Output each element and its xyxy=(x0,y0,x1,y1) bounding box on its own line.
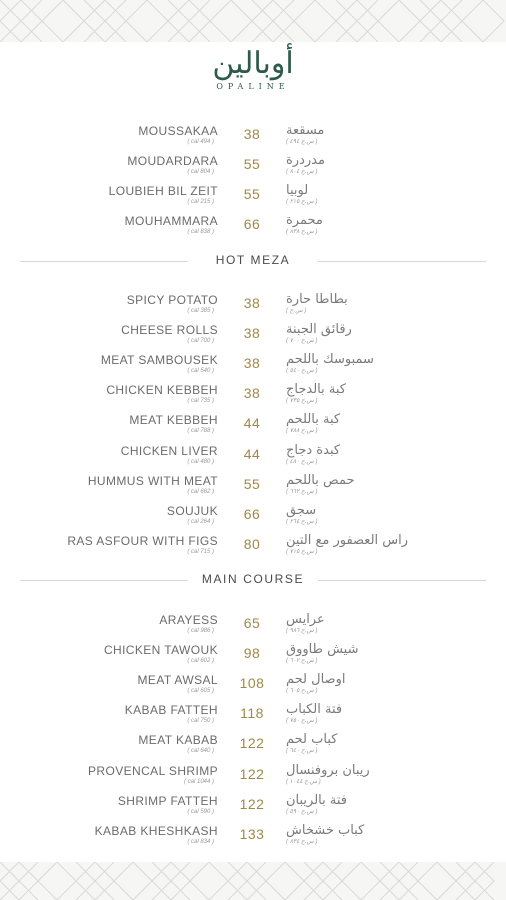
item-arabic xyxy=(286,762,370,786)
item-arabic xyxy=(286,532,408,556)
item-name: KABAB FATTEH xyxy=(124,703,218,717)
item-calories-arabic: ( س.ح ١٠٤٤ ) xyxy=(286,779,321,785)
item-name-arabic: كبة باللحم xyxy=(286,412,341,427)
item-english xyxy=(138,124,218,146)
item-calories: ( cal 750 ) xyxy=(187,718,214,724)
item-arabic xyxy=(286,671,345,695)
item-name: SHRIMP FATTEH xyxy=(117,794,218,808)
item-name-arabic: شيش طاووق xyxy=(286,642,359,657)
item-calories-arabic: ( س.ح ٥٩٠ ) xyxy=(286,809,318,815)
item-calories: ( cal 834 ) xyxy=(187,839,214,845)
item-price: 44 xyxy=(243,446,261,462)
divider-line xyxy=(318,261,486,262)
item-name: MOUSSAKAA xyxy=(138,124,218,138)
item-calories: ( cal 735 ) xyxy=(187,398,214,404)
item-english xyxy=(109,184,218,206)
item-name-arabic: مسقعة xyxy=(286,123,325,138)
menu-item xyxy=(0,321,506,351)
item-english xyxy=(125,703,218,725)
item-name-arabic: فتة الكباب xyxy=(286,702,343,717)
item-name-arabic: مدردرة xyxy=(286,153,325,168)
menu-item xyxy=(0,152,506,182)
item-name: CHICKEN LIVER xyxy=(120,444,218,458)
section-title: MAIN COURSE xyxy=(201,572,305,586)
item-calories-arabic: ( س.ح ٧٥٠ ) xyxy=(286,718,318,724)
item-english xyxy=(118,794,218,816)
item-name: CHEESE ROLLS xyxy=(121,323,218,337)
item-calories-arabic: ( س.ح ٦٤٠ ) xyxy=(286,748,318,754)
item-calories: ( cal 700 ) xyxy=(187,338,214,344)
menu-item xyxy=(0,291,506,321)
item-name-arabic: فتة بالريبان xyxy=(286,793,348,808)
item-name-arabic: كبدة دجاج xyxy=(286,443,341,458)
menu-item xyxy=(0,611,506,641)
item-name-arabic: سجق xyxy=(286,503,317,518)
item-name: RAS ASFOUR WITH FIGS xyxy=(67,534,218,548)
item-price: 55 xyxy=(243,156,261,172)
item-price: 55 xyxy=(243,476,261,492)
menu-item xyxy=(0,762,506,792)
item-price: 66 xyxy=(243,216,261,232)
item-name: MEAT AWSAL xyxy=(137,673,218,687)
item-calories: ( cal 986 ) xyxy=(187,628,214,634)
item-name-arabic: رقائق الجبنة xyxy=(286,322,352,337)
item-english xyxy=(67,534,218,556)
item-calories-arabic: ( س.ح ٧٠٠ ) xyxy=(286,338,318,344)
item-english xyxy=(127,293,218,315)
brand-name-latin: OPALINE xyxy=(216,82,290,91)
item-english xyxy=(106,383,218,405)
item-english xyxy=(121,323,218,345)
section-title: HOT MEZA xyxy=(215,253,291,267)
item-arabic xyxy=(286,442,340,466)
item-calories: ( cal 385 ) xyxy=(187,308,214,314)
item-calories: ( cal 605 ) xyxy=(187,688,214,694)
item-english xyxy=(88,474,218,496)
item-name-arabic: كبة بالدجاج xyxy=(286,382,346,397)
item-name: HUMMUS WITH MEAT xyxy=(87,474,218,488)
item-price: 118 xyxy=(240,705,264,721)
item-price: 122 xyxy=(239,766,265,782)
item-name-arabic: ريبان بروفنسال xyxy=(286,763,370,778)
item-price: 66 xyxy=(243,506,261,522)
divider-line xyxy=(318,580,486,581)
item-calories: ( cal 540 ) xyxy=(187,368,214,374)
item-calories-arabic: ( س.ح ٦٠٥ ) xyxy=(286,688,318,694)
geometric-pattern-icon xyxy=(0,0,506,42)
item-name-arabic: لوبيا xyxy=(286,183,309,198)
item-price: 38 xyxy=(243,295,261,311)
item-name: CHICKEN TAWOUK xyxy=(103,643,218,657)
item-calories-arabic: ( س.ح ) xyxy=(286,308,307,314)
item-calories: ( cal 215 ) xyxy=(187,199,214,205)
item-price: 55 xyxy=(243,186,261,202)
item-arabic xyxy=(286,321,352,345)
item-english xyxy=(167,504,218,526)
item-calories-arabic: ( س.ح ٩٨٦ ) xyxy=(286,628,318,634)
section-header xyxy=(20,572,486,588)
menu-item xyxy=(0,212,506,242)
item-name: MEAT SAMBOUSEK xyxy=(100,353,218,367)
item-name-arabic: سمبوسك باللحم xyxy=(286,352,374,367)
item-english xyxy=(138,733,218,755)
item-price: 65 xyxy=(243,615,261,631)
item-arabic xyxy=(286,122,324,146)
item-price: 38 xyxy=(243,126,261,142)
item-arabic xyxy=(286,472,355,496)
item-calories: ( cal 480 ) xyxy=(187,459,214,465)
item-calories: ( cal 662 ) xyxy=(187,489,214,495)
item-price: 38 xyxy=(243,385,261,401)
item-arabic xyxy=(286,291,348,315)
item-name: PROVENCAL SHRIMP xyxy=(88,764,218,778)
item-english xyxy=(121,444,218,466)
menu-item xyxy=(0,472,506,502)
item-arabic xyxy=(286,381,346,405)
item-calories: ( cal 838 ) xyxy=(187,229,214,235)
menu-item xyxy=(0,411,506,441)
item-arabic xyxy=(286,411,340,435)
menu-item xyxy=(0,381,506,411)
item-english xyxy=(88,764,218,786)
menu-item xyxy=(0,502,506,532)
menu-item xyxy=(0,182,506,212)
item-calories-arabic: ( س.ح ٥٤٠ ) xyxy=(286,368,318,374)
item-name: KABAB KHESHKASH xyxy=(94,824,218,838)
item-price: 80 xyxy=(243,536,261,552)
item-price: 122 xyxy=(239,735,265,751)
menu-item xyxy=(0,671,506,701)
item-name: SOUJUK xyxy=(166,504,218,518)
item-english xyxy=(125,214,218,236)
top-pattern-band xyxy=(0,0,506,42)
item-price: 38 xyxy=(243,325,261,341)
item-calories: ( cal 1044 ) xyxy=(183,779,214,785)
item-name: CHICKEN KEBBEH xyxy=(106,383,218,397)
menu-item xyxy=(0,532,506,562)
item-name: MOUHAMMARA xyxy=(124,214,218,228)
item-calories: ( cal 590 ) xyxy=(187,809,214,815)
menu-item xyxy=(0,442,506,472)
item-name: MEAT KABAB xyxy=(138,733,218,747)
item-arabic xyxy=(286,731,337,755)
section-header xyxy=(20,253,486,269)
menu-item xyxy=(0,701,506,731)
item-name-arabic: راس العصفور مع التين xyxy=(286,533,409,548)
menu-item xyxy=(0,731,506,761)
item-calories-arabic: ( س.ح ٨٠٤ ) xyxy=(286,169,318,175)
item-name: LOUBIEH BIL ZEIT xyxy=(108,184,218,198)
item-name-arabic: عرايس xyxy=(286,612,325,627)
item-name-arabic: كباب لحم xyxy=(286,732,338,747)
item-english xyxy=(129,413,218,435)
item-calories-arabic: ( س.ح ٨٣٨ ) xyxy=(286,229,318,235)
item-name-arabic: اوصال لحم xyxy=(286,672,346,687)
item-english xyxy=(104,643,218,665)
item-name-arabic: كباب خشخاش xyxy=(286,823,365,838)
menu-item xyxy=(0,351,506,381)
item-calories-arabic: ( س.ح ٢١٥ ) xyxy=(286,199,318,205)
item-arabic xyxy=(286,822,364,846)
item-name-arabic: حمص باللحم xyxy=(286,473,355,488)
menu-item xyxy=(0,792,506,822)
item-arabic xyxy=(286,212,323,236)
item-calories-arabic: ( س.ح ٤٨٠ ) xyxy=(286,459,318,465)
item-arabic xyxy=(286,792,347,816)
item-arabic xyxy=(286,502,318,526)
bottom-pattern-band xyxy=(0,862,506,900)
item-calories-arabic: ( س.ح ٧٨٨ ) xyxy=(286,428,318,434)
item-calories-arabic: ( س.ح ٨٣٤ ) xyxy=(286,839,318,845)
item-calories: ( cal 804 ) xyxy=(187,169,214,175)
item-calories-arabic: ( س.ح ٧١٥ ) xyxy=(286,549,318,555)
item-arabic xyxy=(286,641,358,665)
item-calories: ( cal 640 ) xyxy=(187,748,214,754)
item-price: 98 xyxy=(243,645,261,661)
item-name: ARAYESS xyxy=(159,613,218,627)
item-arabic xyxy=(286,701,342,725)
item-arabic xyxy=(286,611,325,635)
item-price: 133 xyxy=(239,826,265,842)
item-price: 38 xyxy=(243,355,261,371)
item-calories: ( cal 715 ) xyxy=(187,549,214,555)
menu-item xyxy=(0,822,506,852)
item-calories-arabic: ( س.ح ٢٦٤ ) xyxy=(286,519,318,525)
item-price: 108 xyxy=(239,675,265,691)
item-name: MOUDARDARA xyxy=(127,154,218,168)
item-calories: ( cal 494 ) xyxy=(187,139,214,145)
item-calories: ( cal 264 ) xyxy=(187,519,214,525)
item-english xyxy=(127,154,218,176)
item-arabic xyxy=(286,351,374,375)
geometric-pattern-icon xyxy=(0,862,506,900)
item-english xyxy=(101,353,218,375)
item-name: MEAT KEBBEH xyxy=(129,413,218,427)
item-name-arabic: محمرة xyxy=(286,213,323,228)
item-calories: ( cal 788 ) xyxy=(187,428,214,434)
item-english xyxy=(159,613,218,635)
brand-name-arabic: أوبالين xyxy=(212,46,294,81)
item-arabic xyxy=(286,152,325,176)
menu-item xyxy=(0,641,506,671)
item-name-arabic: بطاطا حارة xyxy=(286,292,348,307)
item-calories-arabic: ( س.ح ٦٦٢ ) xyxy=(286,489,318,495)
item-calories: ( cal 602 ) xyxy=(187,658,214,664)
item-price: 44 xyxy=(243,415,261,431)
item-price: 122 xyxy=(239,796,265,812)
item-name: SPICY POTATO xyxy=(126,293,218,307)
item-english xyxy=(95,824,218,846)
item-calories-arabic: ( س.ح ٦٠٢ ) xyxy=(286,658,318,664)
menu-item xyxy=(0,122,506,152)
item-calories-arabic: ( س.ح ٧٣٥ ) xyxy=(286,398,318,404)
item-english xyxy=(138,673,218,695)
item-calories-arabic: ( س.ح ٤٩٤ ) xyxy=(286,139,318,145)
item-arabic xyxy=(286,182,318,206)
brand-logo xyxy=(0,46,506,91)
